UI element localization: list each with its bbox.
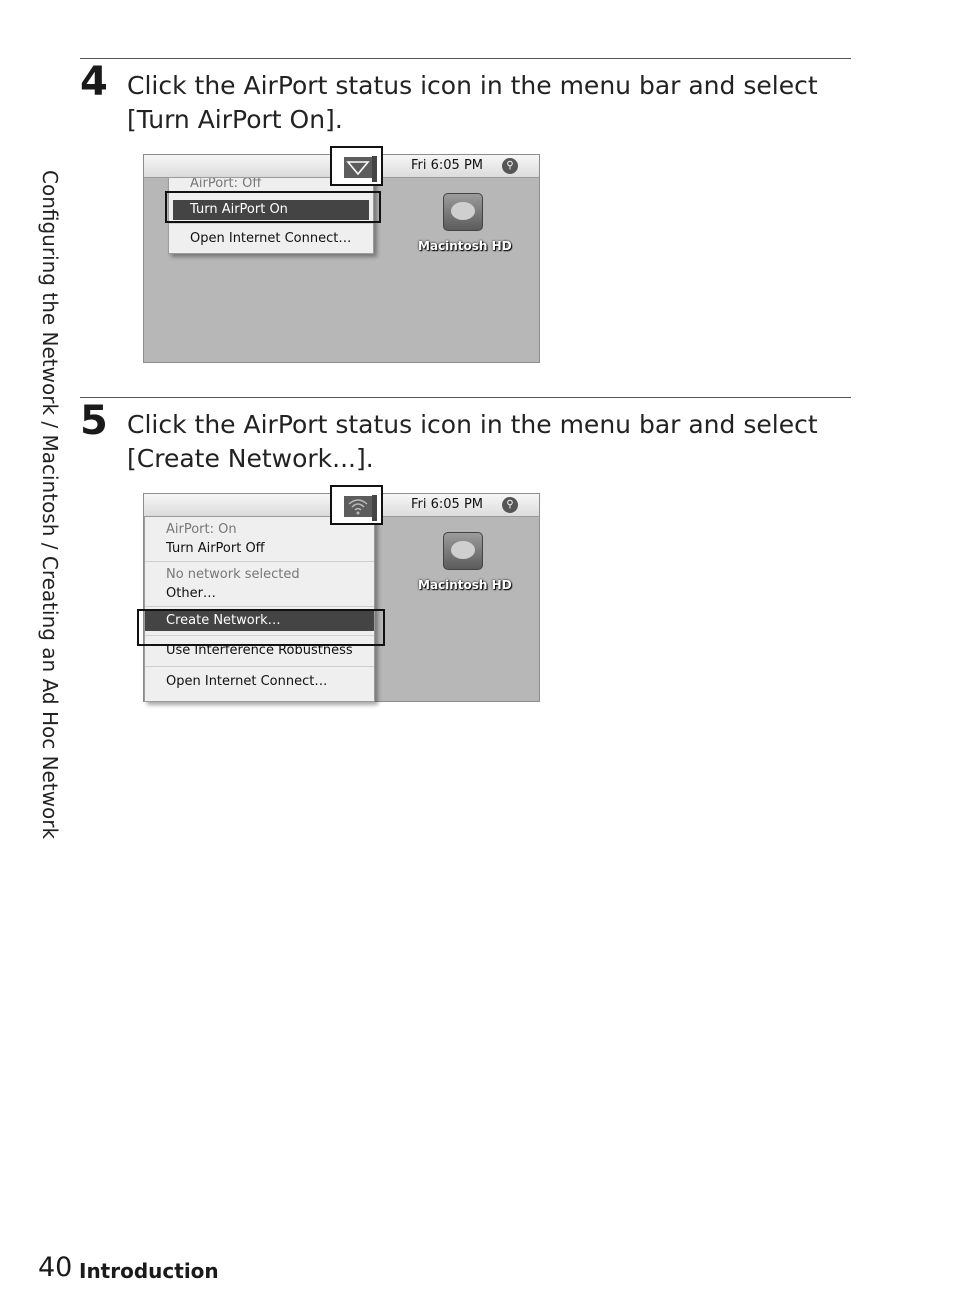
menu-bar-clock: Fri 6:05 PM: [411, 497, 484, 512]
hard-drive-icon[interactable]: [441, 528, 485, 572]
menu-item-other[interactable]: Other…: [166, 586, 216, 601]
menu-item-create-network[interactable]: Create Network…: [145, 611, 374, 631]
divider: [80, 397, 851, 398]
menu-item-turn-airport-on[interactable]: Turn AirPort On: [173, 200, 369, 220]
step-instruction: Click the AirPort status icon in the menu bar and select [Turn AirPort On].: [127, 71, 818, 134]
menu-bar-edge: [372, 495, 377, 521]
spotlight-icon[interactable]: ⚲: [502, 497, 518, 513]
menu-separator: [145, 666, 374, 667]
airport-on-icon[interactable]: [344, 496, 372, 517]
menu-item-open-internet-connect[interactable]: Open Internet Connect…: [190, 231, 352, 246]
airport-status-callout[interactable]: [330, 146, 383, 186]
menu-bar-clock: Fri 6:05 PM: [411, 158, 484, 173]
menu-separator: [145, 561, 374, 562]
divider: [80, 58, 851, 59]
chapter-side-title: Configuring the Network / Macintosh / Creating an Ad Hoc Network: [38, 170, 62, 840]
highlight-frame: [165, 191, 381, 223]
menu-item-open-internet-connect[interactable]: Open Internet Connect…: [166, 674, 328, 689]
menu-item-airport-status: AirPort: On: [166, 522, 237, 537]
screenshot-turn-airport-on: [143, 154, 540, 363]
menu-bar-edge: [372, 156, 377, 182]
menu-separator: [145, 606, 374, 607]
hard-drive-label: Macintosh HD: [418, 239, 512, 253]
airport-status-callout[interactable]: [330, 485, 383, 525]
step-number: 5: [80, 398, 108, 444]
screenshot-create-network: [143, 493, 540, 702]
airport-off-icon[interactable]: [344, 157, 372, 178]
hard-drive-icon[interactable]: [441, 189, 485, 233]
step-number: 4: [80, 59, 108, 105]
menu-separator: [169, 223, 373, 224]
section-name: Introduction: [79, 1259, 219, 1283]
menu-item-network-status: No network selected: [166, 567, 300, 582]
step-instruction: Click the AirPort status icon in the menu bar and select [Create Network...].: [127, 410, 818, 473]
menu-item-airport-status: AirPort: Off: [190, 178, 262, 191]
menu-item-interference-robustness[interactable]: Use Interference Robustness: [166, 643, 353, 658]
highlight-frame: [137, 609, 385, 646]
spotlight-icon[interactable]: ⚲: [502, 158, 518, 174]
page-number: 40: [38, 1252, 73, 1283]
hard-drive-label: Macintosh HD: [418, 578, 512, 592]
menu-item-turn-airport-off[interactable]: Turn AirPort Off: [166, 541, 265, 556]
